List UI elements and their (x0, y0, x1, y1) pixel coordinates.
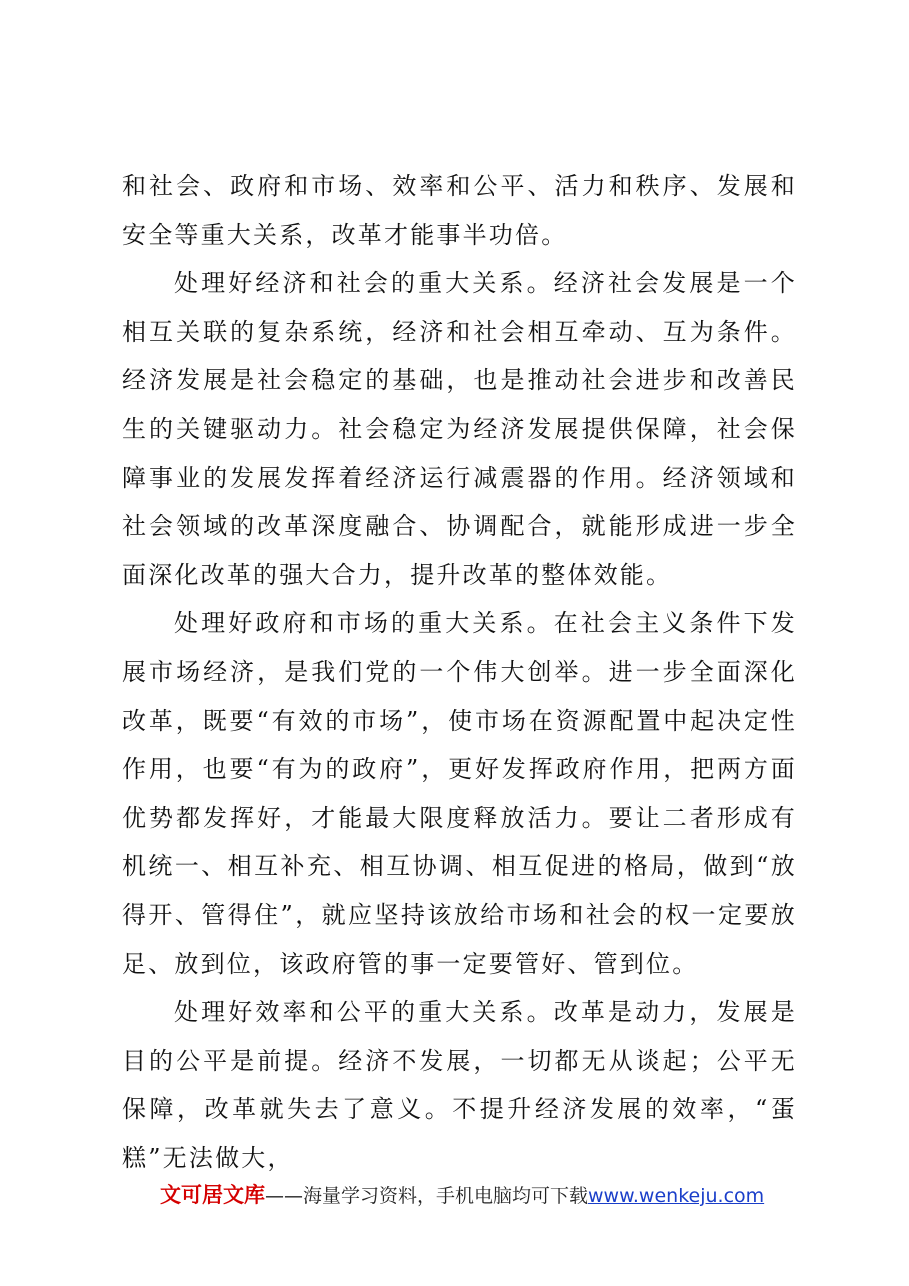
document-body (122, 162, 797, 1182)
footer-slogan: 海量学习资料，手机电脑均可下载 (303, 1185, 589, 1207)
footer-banner (160, 1180, 800, 1210)
paragraph-efficiency-fairness: 处理好效率和公平的重大关系。改革是动力，发展是目的公平是前提。经济不发展，一切都无从谈起；公平无保障，改革就失去了意义。不提升经济发展的效率，“蛋糕”无法做大， (122, 998, 797, 1172)
paragraph-continuation: 和社会、政府和市场、效率和公平、活力和秩序、发展和安全等重大关系，改革才能事半功倍。 (122, 172, 797, 249)
footer-dash: —— (265, 1185, 303, 1207)
footer-brand: 文可居文库 (160, 1183, 265, 1207)
paragraph-government-market: 处理好政府和市场的重大关系。在社会主义条件下发展市场经济，是我们党的一个伟大创举。进一步全面深化改革，既要“有效的市场”，使市场在资源配置中起决定性作用，也要“有为的政府”，更好发挥政府作用，把两方面优势都发挥好，才能最大限度释放活力。要让二者形成有机统一、相互补充、相互协调、相互促进的格局，做到“放得开、管得住”，就应坚持该放给市场和社会的权一定要放足、放到位，该政府管的事一定要管好、管到位。 (122, 609, 797, 978)
footer-website-link[interactable]: www.wenkeju.com (588, 1185, 765, 1207)
paragraph-economy-society: 处理好经济和社会的重大关系。经济社会发展是一个相互关联的复杂系统，经济和社会相互牵动、互为条件。经济发展是社会稳定的基础，也是推动社会进步和改善民生的关键驱动力。社会稳定为经济发展提供保障，社会保障事业的发展发挥着经济运行减震器的作用。经济领域和社会领域的改革深度融合、协调配合，就能形成进一步全面深化改革的强大合力，提升改革的整体效能。 (122, 269, 797, 589)
